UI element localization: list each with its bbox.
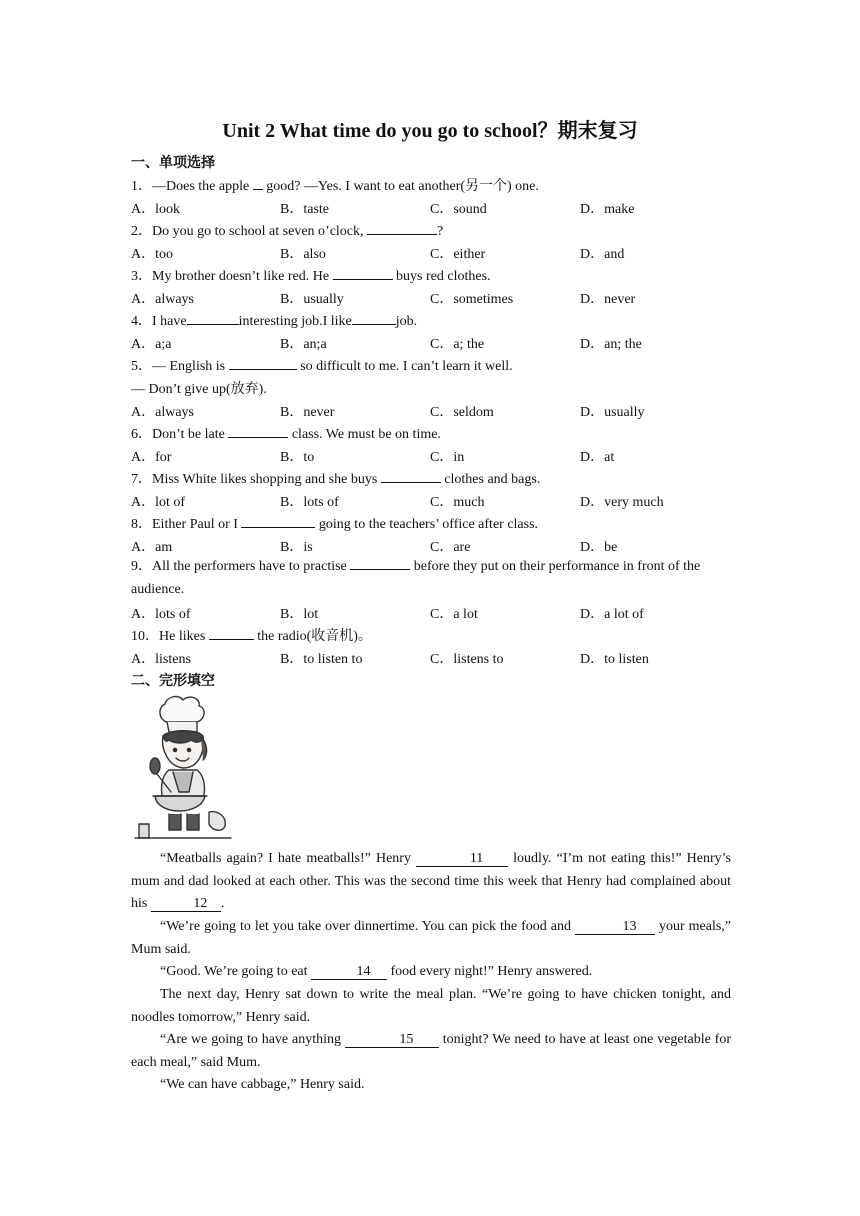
page-title: Unit 2 What time do you go to school？期末复习 <box>222 120 638 142</box>
options-row <box>131 288 731 308</box>
option-d[interactable]: D．a lot of <box>580 607 644 622</box>
question-7 <box>131 468 540 488</box>
option-a[interactable]: A．for <box>131 450 172 465</box>
option-d[interactable]: D．an; the <box>580 337 642 352</box>
question-text: class. We must be on time. <box>291 427 441 442</box>
option-a[interactable]: A．lot of <box>131 495 186 510</box>
option-d[interactable]: D．and <box>580 247 625 262</box>
answer-blank <box>229 355 297 370</box>
passage-text: . <box>220 896 225 911</box>
question-text: good? —Yes. I want to eat another(另一个) one. <box>266 179 539 194</box>
options-row <box>131 536 731 556</box>
option-a[interactable]: A．a;a <box>131 337 172 352</box>
question-text: clothes and bags. <box>444 472 541 487</box>
question-6 <box>131 423 441 443</box>
options-row <box>131 198 731 218</box>
passage-text: loudly. “I’m not eating this!” Henry’s mum and dad looked at each other. This was the second time this week that Henry had complained about his <box>131 851 732 911</box>
option-b[interactable]: B．also <box>280 247 326 262</box>
option-a[interactable]: A．always <box>131 292 194 307</box>
question-text: 10．He likes <box>131 629 206 644</box>
cloze-paragraph-5 <box>131 1029 731 1074</box>
cloze-blank-14: 14 <box>311 964 387 980</box>
question-text: job. <box>395 314 418 329</box>
question-8 <box>131 513 538 533</box>
question-text: 5．— English is <box>131 359 226 374</box>
answer-blank <box>253 175 263 190</box>
option-d[interactable]: D．never <box>580 292 636 307</box>
passage-text: your meals,” Mum said. <box>131 919 732 957</box>
cloze-blank-11: 11 <box>416 851 508 867</box>
cloze-blank-12: 12 <box>151 896 221 912</box>
question-5-reply: — Don’t give up(放弃). <box>131 382 267 397</box>
option-c[interactable]: C．in <box>430 450 465 465</box>
option-c[interactable]: C．seldom <box>430 405 494 420</box>
option-b[interactable]: B．lot <box>280 607 319 622</box>
options-row <box>131 243 731 263</box>
option-d[interactable]: D．very much <box>580 495 664 510</box>
question-text: 9．All the performers have to practise <box>131 559 347 574</box>
option-a[interactable]: A．am <box>131 540 173 555</box>
option-c[interactable]: C．a lot <box>430 607 478 622</box>
option-a[interactable]: A．lots of <box>131 607 191 622</box>
option-a[interactable]: A．too <box>131 247 173 262</box>
question-text: so difficult to me. I can’t learn it well. <box>300 359 513 374</box>
answer-blank <box>333 265 393 280</box>
options-row <box>131 446 731 466</box>
cloze-paragraph-6: “We can have cabbage,” Henry said. <box>160 1077 365 1092</box>
cloze-paragraph-1 <box>131 848 731 916</box>
option-d[interactable]: D．usually <box>580 405 645 420</box>
question-text: the radio(收音机)。 <box>257 629 372 644</box>
passage-text: “Meatballs again? I hate meatballs!” Henry <box>160 851 411 866</box>
option-c[interactable]: C．sometimes <box>430 292 514 307</box>
question-text: 8．Either Paul or I <box>131 517 238 532</box>
section-heading-multiple-choice: 一、单项选择 <box>131 155 215 171</box>
passage-text: “Good. We’re going to eat <box>160 964 308 979</box>
answer-blank <box>228 423 288 438</box>
option-c[interactable]: C．much <box>430 495 485 510</box>
options-row <box>131 491 731 511</box>
option-c[interactable]: C．sound <box>430 202 487 217</box>
cloze-blank-15: 15 <box>345 1032 439 1048</box>
question-text: before they put on their performance in front of the audience. <box>131 559 701 597</box>
question-text: going to the teachers’ office after class. <box>318 517 539 532</box>
passage-text: “Are we going to have anything <box>160 1032 341 1047</box>
option-a[interactable]: A．always <box>131 405 194 420</box>
question-text: interesting job.I like <box>238 314 352 329</box>
option-b[interactable]: B．is <box>280 540 313 555</box>
option-a[interactable]: A．listens <box>131 652 191 667</box>
question-5 <box>131 355 513 375</box>
question-9 <box>131 555 731 601</box>
answer-blank <box>209 625 254 640</box>
question-text: 3．My brother doesn’t like red. He <box>131 269 330 284</box>
question-text: 1．—Does the apple <box>131 179 250 194</box>
passage-text: food every night!” Henry answered. <box>390 964 593 979</box>
option-b[interactable]: B．usually <box>280 292 344 307</box>
section-heading-cloze: 二、完形填空 <box>131 673 215 689</box>
passage-text: tonight? We need to have at least one vegetable for each meal,” said Mum. <box>131 1032 732 1070</box>
answer-blank <box>352 310 396 325</box>
question-1 <box>131 175 539 195</box>
option-c[interactable]: C．are <box>430 540 471 555</box>
cloze-paragraph-4: The next day, Henry sat down to write the meal plan. “We’re going to have chicken tonight, and noodles tomorrow,” Henry said. <box>131 987 731 1025</box>
option-b[interactable]: B．taste <box>280 202 329 217</box>
cloze-paragraph-3 <box>131 961 731 984</box>
option-d[interactable]: D．at <box>580 450 615 465</box>
option-b[interactable]: B．lots of <box>280 495 339 510</box>
answer-blank <box>367 220 437 235</box>
option-b[interactable]: B．to <box>280 450 315 465</box>
question-text: 4．I have <box>131 314 187 329</box>
options-row <box>131 401 731 421</box>
option-d[interactable]: D．make <box>580 202 635 217</box>
option-b[interactable]: B．never <box>280 405 335 420</box>
question-text: 6．Don’t be late <box>131 427 225 442</box>
option-a[interactable]: A．look <box>131 202 180 217</box>
question-text: 2．Do you go to school at seven o’clock, <box>131 224 364 239</box>
chef-boy-illustration <box>131 692 235 840</box>
option-b[interactable]: B．an;a <box>280 337 327 352</box>
question-text: 7．Miss White likes shopping and she buys <box>131 472 378 487</box>
option-d[interactable]: D．be <box>580 540 618 555</box>
option-c[interactable]: C．listens to <box>430 652 504 667</box>
cloze-blank-13: 13 <box>575 919 655 935</box>
answer-blank <box>381 468 441 483</box>
question-10 <box>131 625 372 645</box>
answer-blank <box>350 555 410 570</box>
option-d[interactable]: D．to listen <box>580 652 649 667</box>
answer-blank <box>241 513 315 528</box>
cloze-paragraph-2 <box>131 916 731 961</box>
question-text: buys red clothes. <box>396 269 491 284</box>
question-2 <box>131 220 443 240</box>
options-row <box>131 648 731 668</box>
option-b[interactable]: B．to listen to <box>280 652 363 667</box>
question-text: ? <box>437 224 444 239</box>
question-3 <box>131 265 491 285</box>
option-c[interactable]: C．either <box>430 247 486 262</box>
option-c[interactable]: C．a; the <box>430 337 485 352</box>
options-row <box>131 333 731 353</box>
question-4 <box>131 310 417 330</box>
answer-blank <box>187 310 239 325</box>
options-row <box>131 603 731 623</box>
passage-text: “We’re going to let you take over dinnertime. You can pick the food and <box>160 919 571 934</box>
